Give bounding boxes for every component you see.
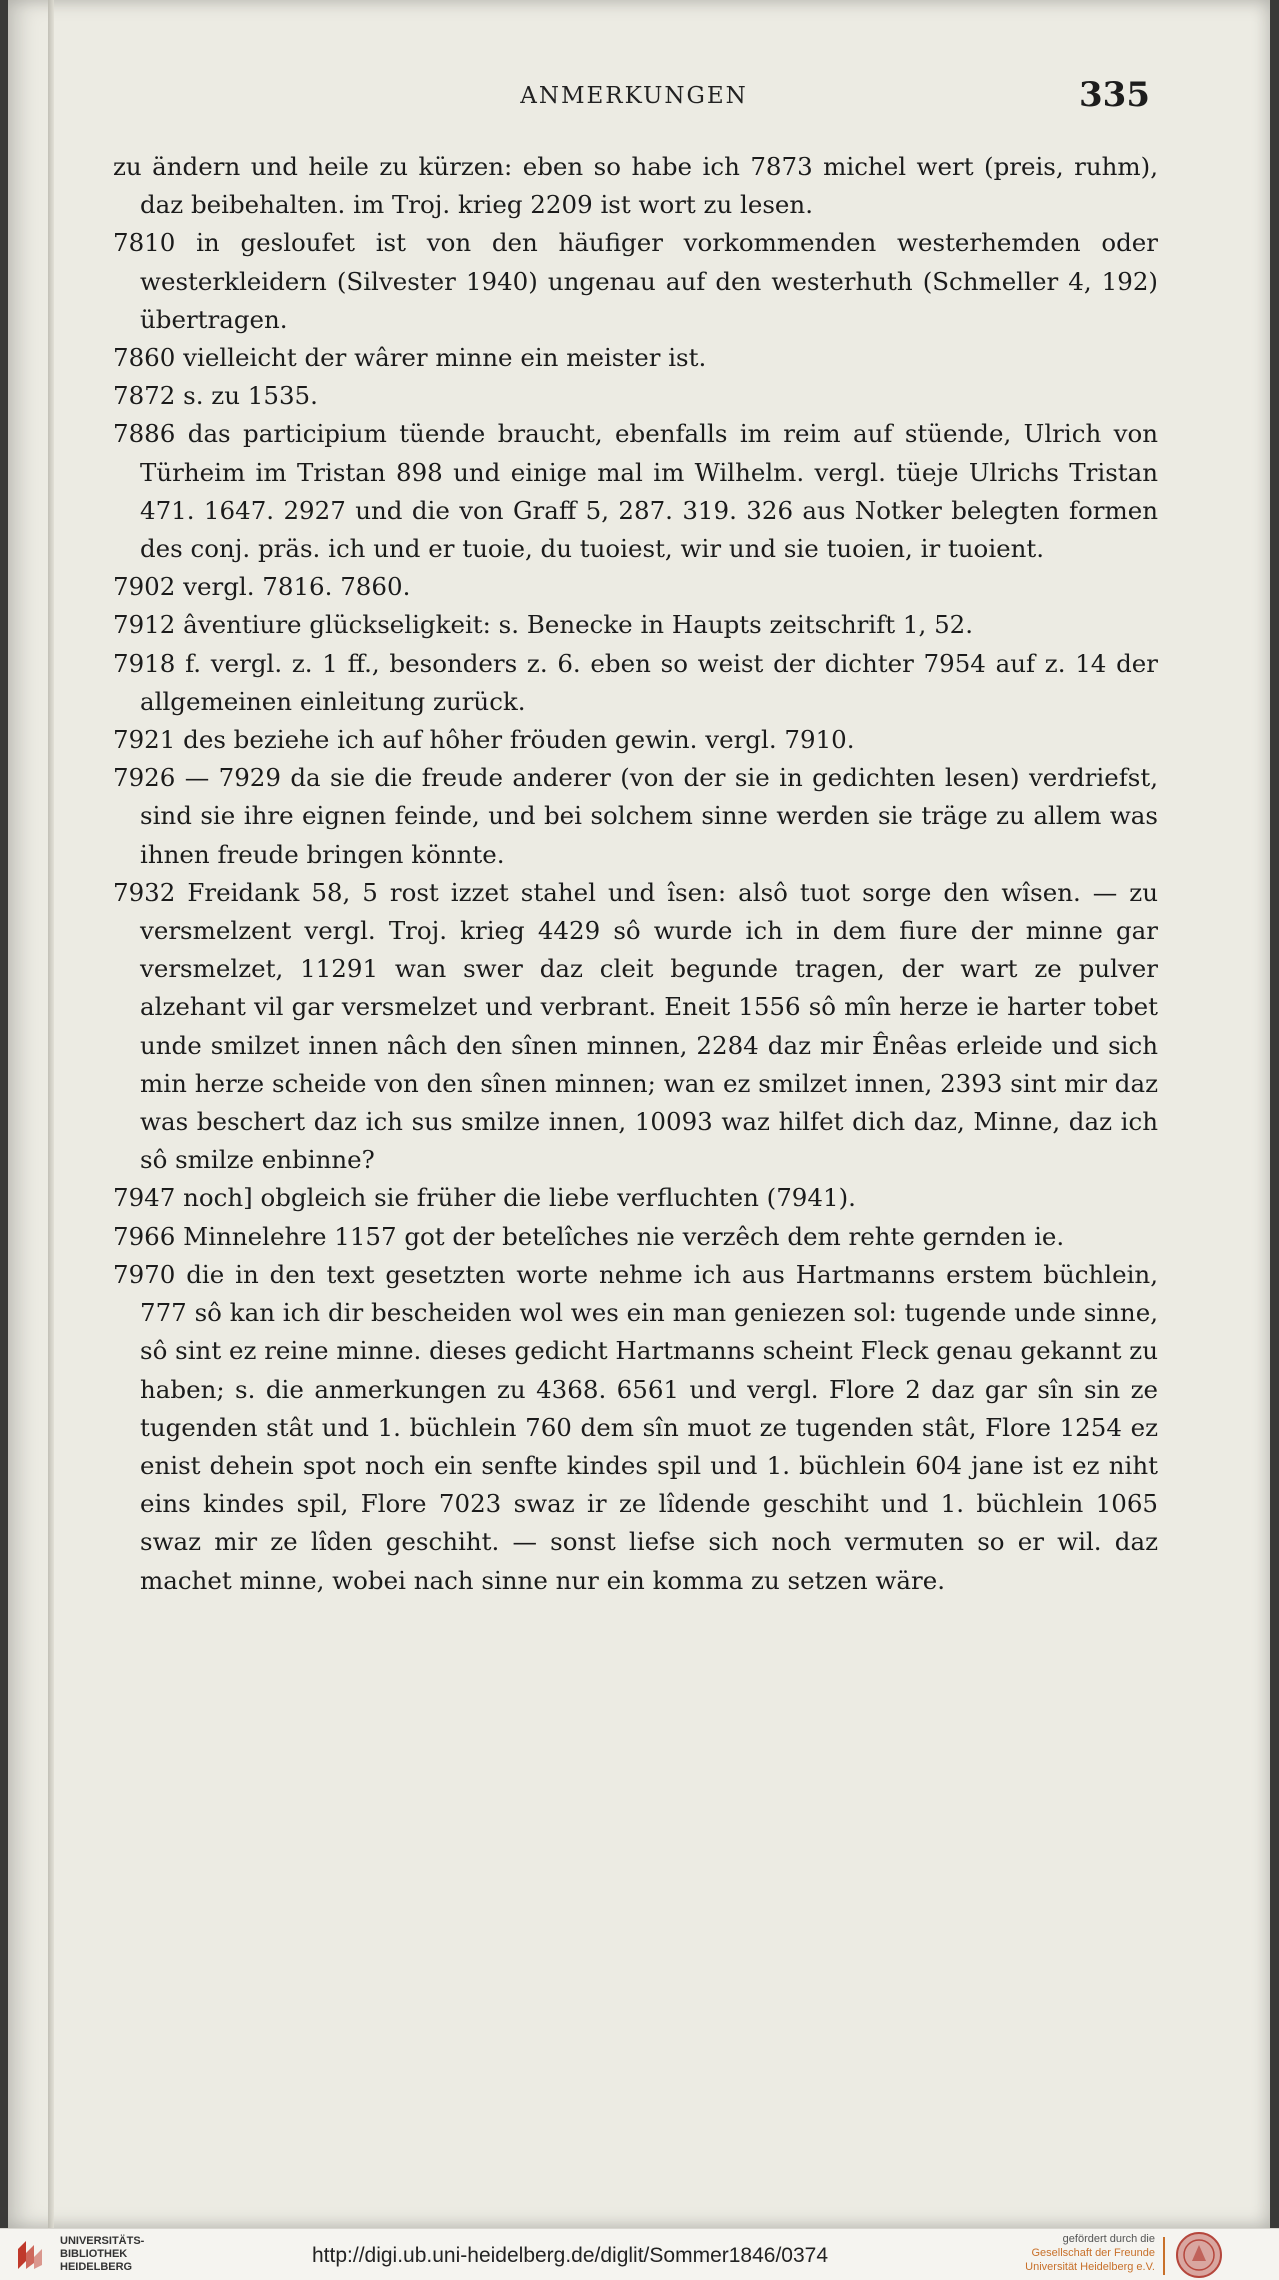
- annotation-text-body: in gesloufet ist von den häufiger vorkommenden westerhemden oder westerkleidern (Silvester 1940) ungenau auf den westerhuth (Schmeller 4, 192) übertragen.: [140, 228, 1158, 334]
- sponsor-name-line-1: Gesellschaft der Freunde: [1031, 2247, 1155, 2259]
- permalink-url[interactable]: http://digi.ub.uni-heidelberg.de/diglit/Sommer1846/0374: [312, 2244, 829, 2267]
- viewer-footer: [0, 2228, 1279, 2280]
- university-library-logo-icon[interactable]: [12, 2235, 52, 2275]
- annotation-entry: [113, 339, 1158, 377]
- annotation-entry: [113, 1179, 1158, 1217]
- annotation-text-body: noch] obgleich sie früher die liebe verfluchten (7941).: [183, 1183, 856, 1213]
- line-number: 7947: [113, 1183, 184, 1213]
- annotation-entry: [113, 568, 1158, 606]
- page-header: [118, 75, 1150, 125]
- annotation-entry: [113, 874, 1158, 1180]
- sponsor-divider: [1163, 2237, 1165, 2275]
- line-number: 7886: [113, 419, 188, 449]
- annotation-text-body: das participium tüende braucht, ebenfalls im reim auf stüende, Ulrich von Türheim im Tristan 898 und einige mal im Wilhelm. vergl. tüeje Ulrichs Tristan 471. 1647. 2927 und die von Graff 5, 287. 319. 326 aus Notker belegten formen des conj. präs. ich und er tuoie, du tuoiest, wir und sie tuoien, ir tuoient.: [140, 419, 1158, 564]
- annotation-entry: [113, 721, 1158, 759]
- annotation-text-body: vergl. 7816. 7860.: [183, 572, 411, 602]
- line-number: 7860: [113, 343, 184, 373]
- annotation-entry: [113, 377, 1158, 415]
- annotation-entry: [113, 224, 1158, 339]
- line-number: 7926: [113, 763, 185, 793]
- annotation-entry: [113, 1256, 1158, 1600]
- sponsor-credit[interactable]: [985, 2232, 1155, 2274]
- annotation-entry: [113, 606, 1158, 644]
- annotation-text-body: die in den text gesetzten worte nehme ich aus Hartmanns erstem büchlein, 777 sô kan ich dir bescheiden wol wes ein man geniezen sol: tugende unde sinne, sô sint ez reine minne. dieses gedicht Hartmanns scheint Fleck genau gekannt zu haben; s. die anmerkungen zu 4368. 6561 und vergl. Flore 2 daz gar sîn sin ze tugenden stât und 1. büchlein 760 dem sîn muot ze tugenden stât, Flore 1254 ez enist dehein spot noch ein senfte kindes spil und 1. büchlein 604 jane ist ez niht eins kindes spil, Flore 7023 swaz ir ze lîdende geschiht und 1. büchlein 1065 swaz mir ze lîden geschiht. — sonst liefse sich noch vermuten so er wil. daz machet minne, wobei nach sinne nur ein komma zu setzen wäre.: [140, 1259, 1158, 1595]
- annotation-entry: [113, 1218, 1158, 1256]
- annotation-entry: [113, 759, 1158, 874]
- line-number: 7872: [113, 381, 184, 411]
- page-spine-shadow: [48, 0, 54, 2228]
- annotation-entry: [113, 645, 1158, 721]
- annotation-text: [113, 148, 1158, 1600]
- annotation-text-body: Minnelehre 1157 got der betelîches nie verzêch dem rehte gernden ie.: [183, 1221, 1065, 1251]
- line-number: 7921: [113, 725, 184, 755]
- page-number: 335: [1079, 75, 1150, 115]
- line-number: 7810: [113, 228, 197, 258]
- annotation-text-body: — 7929 da sie die freude anderer (von der sie in gedichten lesen) verdriefst, sind sie ihre eignen feinde, und bei solchem sinne werden sie träge zu allem was ihnen freude bringen könnte.: [140, 763, 1159, 869]
- library-name[interactable]: UNIVERSITÄTS- BIBLIOTHEK HEIDELBERG: [60, 2235, 145, 2273]
- annotation-text-body: s. zu 1535.: [183, 381, 318, 411]
- line-number: 7902: [113, 572, 184, 602]
- annotation-text-body: zu ändern und heile zu kürzen: eben so habe ich 7873 michel wert (preis, ruhm), daz beibehalten. im Troj. krieg 2209 ist wort zu lesen.: [113, 152, 1158, 220]
- annotation-text-body: Freidank 58, 5 rost izzet stahel und îsen: alsô tuot sorge den wîsen. — zu versmelzent vergl. Troj. krieg 4429 sô wurde ich in dem fiure der minne gar versmelzet, 11291 wan swer daz cleit begunde tragen, der wart ze pulver alzehant vil gar versmelzet und verbrant. Eneit 1556 sô mîn herze ie harter tobet unde smilzet innen nâch den sînen minnen, 2284 daz mir Ênêas erleide und sich min herze scheide von den sînen minnen; wan ez smilzet innen, 2393 sint mir daz was beschert daz ich sus smilze innen, 10093 waz hilfet dich daz, Minne, daz ich sô smilze enbinne?: [140, 877, 1158, 1175]
- book-page: [8, 0, 1270, 2228]
- line-number: 7912: [113, 610, 184, 640]
- annotation-entry: [113, 415, 1158, 568]
- university-seal-icon[interactable]: [1175, 2231, 1223, 2279]
- sponsor-intro: gefördert durch die: [1062, 2233, 1155, 2245]
- line-number: 7966: [113, 1221, 184, 1251]
- annotation-text-body: vielleicht der wârer minne ein meister ist.: [183, 343, 707, 373]
- annotation-text-body: âventiure glückseligkeit: s. Benecke in Haupts zeitschrift 1, 52.: [183, 610, 974, 640]
- annotation-text-body: des beziehe ich auf hôher fröuden gewin. vergl. 7910.: [183, 725, 855, 755]
- sponsor-name-line-2: Universität Heidelberg e.V.: [1025, 2261, 1155, 2273]
- annotation-entry: [113, 148, 1158, 224]
- annotation-text-body: f. vergl. z. 1 ff., besonders z. 6. eben so weist der dichter 7954 auf z. 14 der allgemeinen einleitung zurück.: [140, 648, 1158, 716]
- line-number: 7932: [113, 877, 188, 907]
- line-number: 7970: [113, 1259, 187, 1289]
- running-head: ANMERKUNGEN: [520, 83, 748, 109]
- line-number: 7918: [113, 648, 186, 678]
